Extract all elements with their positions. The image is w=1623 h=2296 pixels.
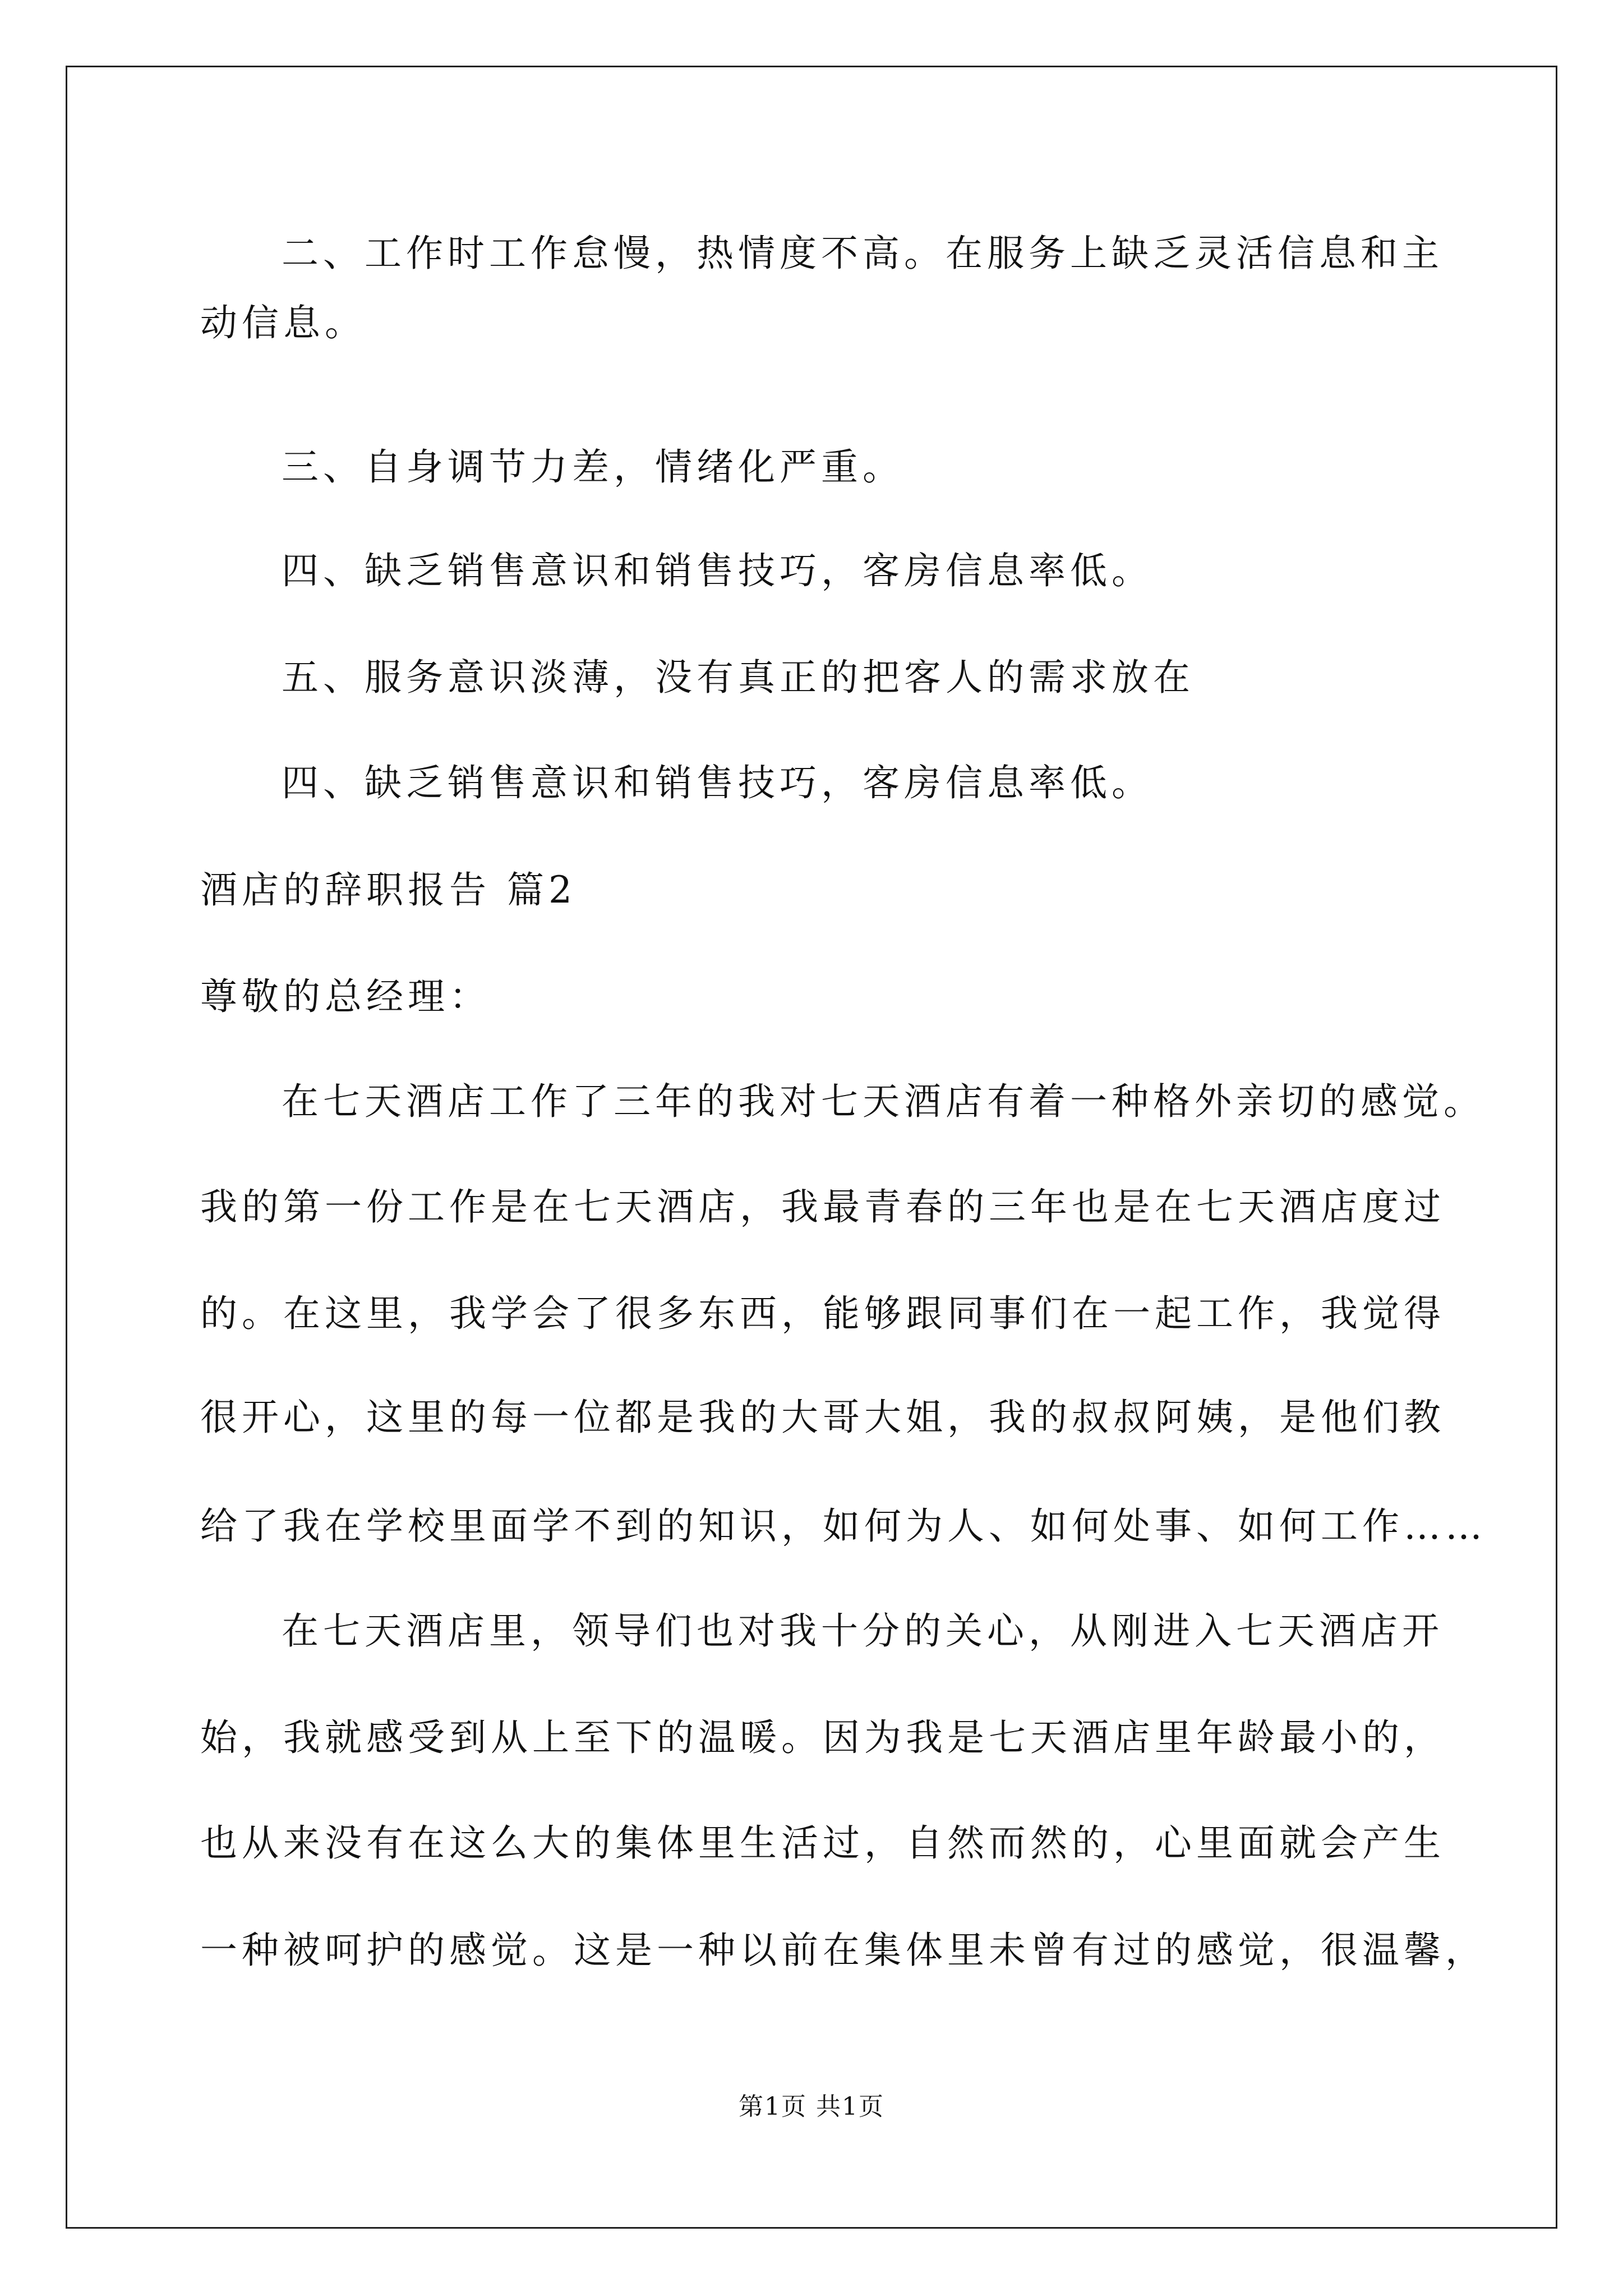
paragraph-line: 二、工作时工作怠慢，热情度不高。在服务上缺乏灵活信息和主 — [282, 232, 1444, 275]
paragraph-line: 给了我在学校里面学不到的知识，如何为人、如何处事、如何工作…… — [200, 1504, 1487, 1548]
paragraph-line: 一种被呵护的感觉。这是一种以前在集体里未曾有过的感觉，很温馨， — [200, 1929, 1487, 1972]
page-footer: 第1页 共1页 — [739, 2092, 884, 2121]
paragraph-line: 动信息。 — [200, 301, 366, 344]
paragraph-line: 在七天酒店里，领导们也对我十分的关心，从刚进入七天酒店开 — [282, 1609, 1444, 1653]
paragraph-line: 四、缺乏销售意识和销售技巧，客房信息率低。 — [282, 549, 1153, 592]
paragraph-line: 五、服务意识淡薄，没有真正的把客人的需求放在 — [282, 656, 1195, 699]
paragraph-line: 很开心，这里的每一位都是我的大哥大姐，我的叔叔阿姨，是他们教 — [200, 1396, 1445, 1439]
paragraph-line: 的。在这里，我学会了很多东西，能够跟同事们在一起工作，我觉得 — [200, 1292, 1445, 1335]
paragraph-line: 三、自身调节力差，情绪化严重。 — [282, 445, 904, 489]
section-heading: 酒店的辞职报告 篇2 — [200, 868, 577, 912]
page-frame — [66, 66, 1557, 2229]
paragraph-line: 始，我就感受到从上至下的温暖。因为我是七天酒店里年龄最小的， — [200, 1716, 1445, 1759]
paragraph-line: 四、缺乏销售意识和销售技巧，客房信息率低。 — [282, 761, 1153, 804]
salutation: 尊敬的总经理： — [200, 975, 491, 1018]
paragraph-line: 我的第一份工作是在七天酒店，我最青春的三年也是在七天酒店度过 — [200, 1185, 1445, 1228]
paragraph-line: 也从来没有在这么大的集体里生活过，自然而然的，心里面就会产生 — [200, 1821, 1445, 1865]
paragraph-line: 在七天酒店工作了三年的我对七天酒店有着一种格外亲切的感觉。 — [282, 1080, 1485, 1123]
